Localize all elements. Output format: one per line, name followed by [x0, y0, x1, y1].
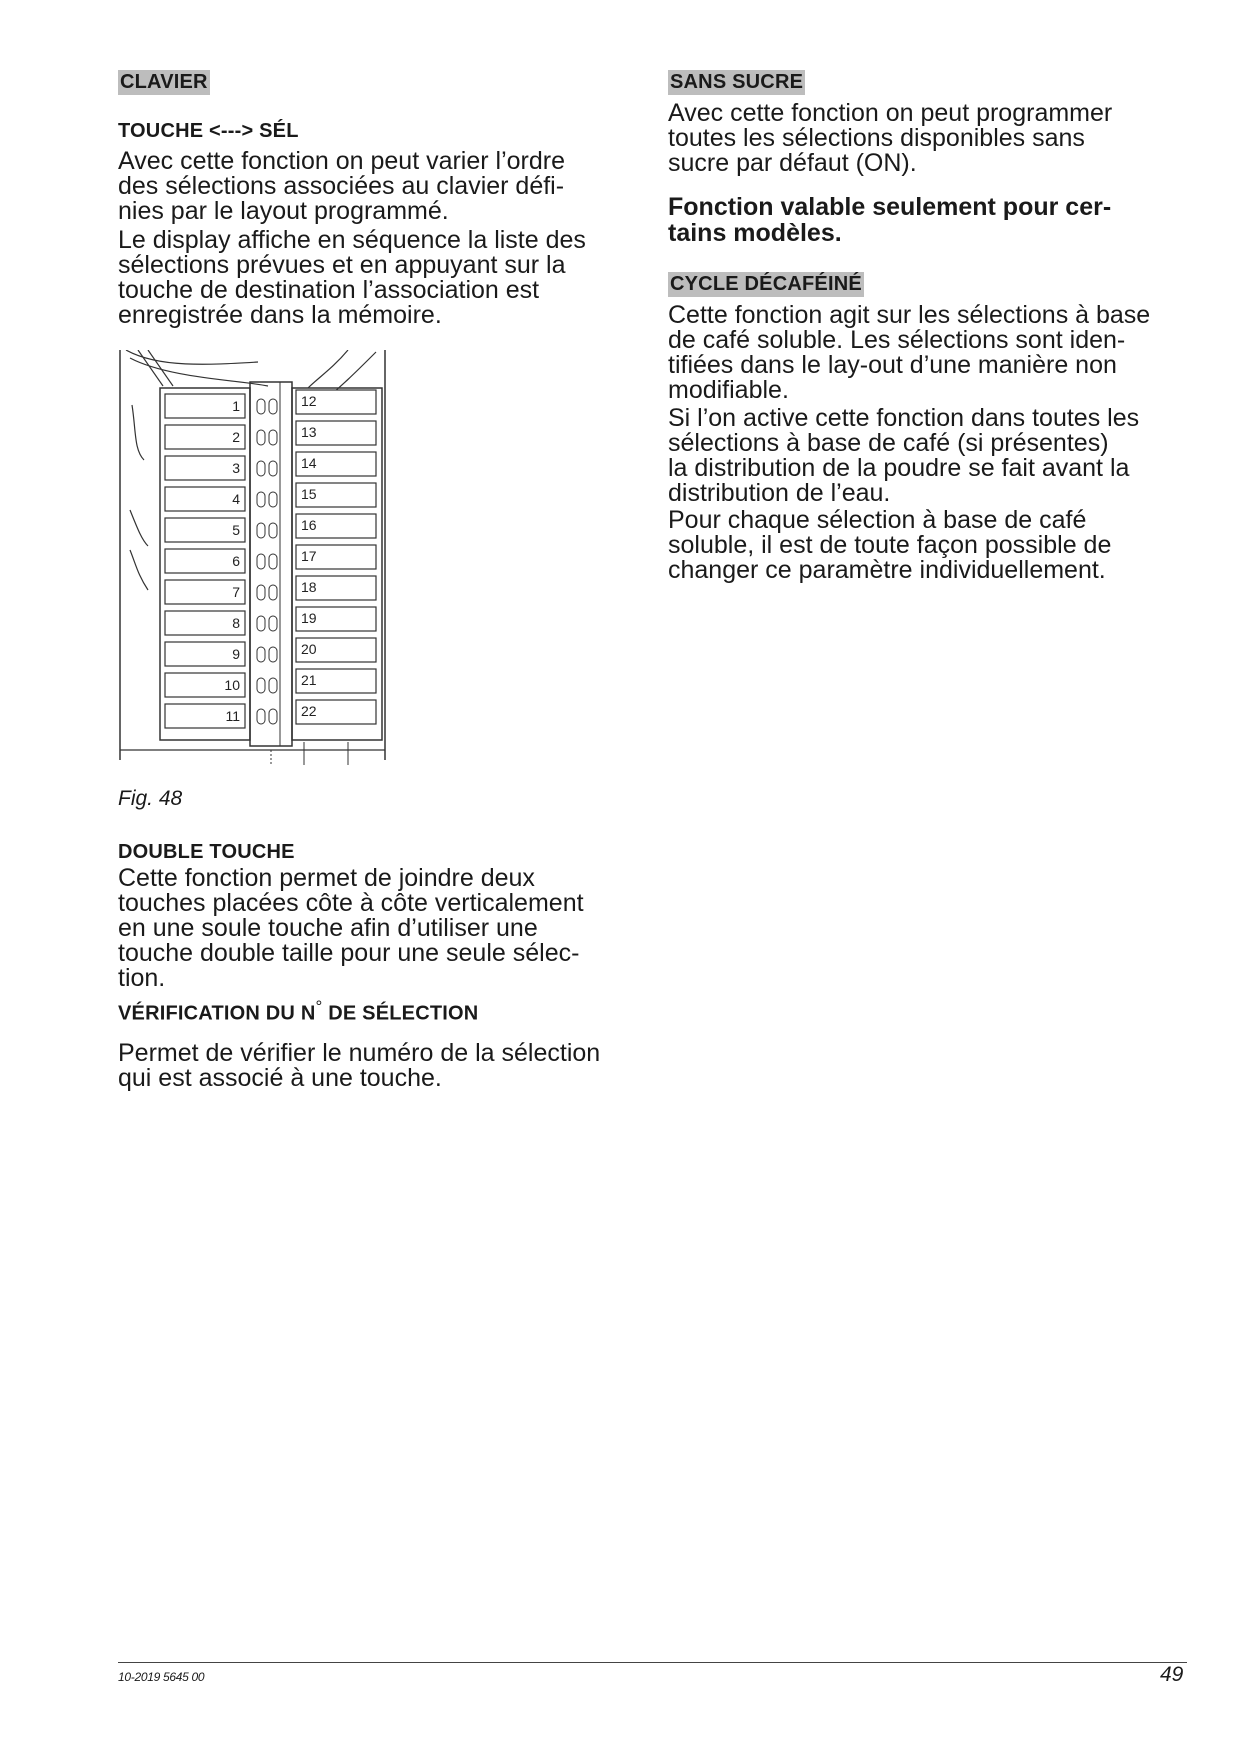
text-line: sélections prévues et en appuyant sur la	[118, 251, 566, 279]
paragraph-cycle-3	[668, 508, 1111, 583]
left-detail-c	[130, 550, 148, 590]
keypad-key-18	[296, 576, 376, 600]
keypad-key-5	[165, 518, 277, 542]
text-line: soluble, il est de toute façon possible de	[668, 531, 1112, 559]
keypad-key-7	[165, 580, 277, 604]
text-line: Permet de vérifier le numéro de la sélection	[118, 1039, 601, 1067]
keypad-key-12	[296, 390, 376, 414]
paragraph-sans-sucre	[668, 101, 1112, 176]
led-indicator	[257, 709, 265, 724]
text-line: Cette fonction permet de joindre deux	[118, 864, 535, 892]
led-indicator	[269, 647, 277, 662]
keypad-key-8	[165, 611, 277, 635]
text-line: Si l’on active cette fonction dans toutes les	[668, 404, 1140, 432]
center-display-column	[250, 382, 292, 746]
keypad-key-17	[296, 545, 376, 569]
key-number-label: 19	[301, 610, 317, 626]
page-number: 49	[1160, 1663, 1184, 1686]
led-indicator	[269, 430, 277, 445]
keypad-key-20	[296, 638, 376, 662]
text-line: toutes les sélections disponibles sans	[668, 124, 1085, 152]
keypad-key-2	[165, 425, 277, 449]
keypad-key-22	[296, 700, 376, 724]
key-number-label: 11	[225, 708, 240, 724]
led-indicator	[257, 523, 265, 538]
key-number-label: 13	[301, 424, 317, 440]
text-line: sucre par défaut (ON).	[668, 149, 917, 177]
text-line: enregistrée dans la mémoire.	[118, 301, 442, 329]
key-number-label: 20	[301, 641, 317, 657]
key-number-label: 18	[301, 579, 317, 595]
key-number-label: 22	[301, 703, 317, 719]
led-indicator	[257, 554, 265, 569]
led-indicator	[269, 709, 277, 724]
key-number-label: 4	[232, 491, 240, 507]
text-line: modifiable.	[668, 376, 789, 404]
led-indicator	[269, 616, 277, 631]
led-indicator	[257, 461, 265, 476]
text-line: nies par le layout programmé.	[118, 197, 449, 225]
text-line: Cette fonction agit sur les sélections à base	[668, 301, 1151, 329]
led-indicator	[257, 585, 265, 600]
keypad-key-21	[296, 669, 376, 693]
key-number-label: 8	[232, 615, 240, 631]
text-line: des sélections associées au clavier défi-	[118, 172, 565, 200]
key-number-label: 21	[301, 672, 317, 688]
text-line: Le display affiche en séquence la liste des	[118, 226, 586, 254]
led-indicator	[257, 399, 265, 414]
section-heading-cycle-decafeine: CYCLE DÉCAFÉINÉ	[670, 273, 862, 295]
footer-rule	[118, 1662, 1187, 1663]
text-line: Pour chaque sélection à base de café	[668, 506, 1087, 534]
text-line: qui est associé à une touche.	[118, 1064, 442, 1092]
section-heading-sans-sucre: SANS SUCRE	[670, 71, 804, 93]
led-indicator	[257, 492, 265, 507]
key-number-label: 1	[232, 398, 240, 414]
document-code: 10-2019 5645 00	[118, 1670, 205, 1684]
led-indicator	[269, 523, 277, 538]
degree-sign: °	[315, 997, 323, 1016]
led-indicator	[257, 430, 265, 445]
keypad-key-6	[165, 549, 277, 573]
led-indicator	[269, 678, 277, 693]
text-line: Fonction valable seulement pour cer-	[668, 193, 1112, 221]
keypad-key-3	[165, 456, 277, 480]
key-number-label: 14	[301, 455, 317, 471]
note-models	[668, 194, 1111, 246]
keypad-key-14	[296, 452, 376, 476]
keypad-key-4	[165, 487, 277, 511]
text-line: de café soluble. Les sélections sont iden-	[668, 326, 1126, 354]
text-line: tains modèles.	[668, 219, 842, 247]
keypad-key-15	[296, 483, 376, 507]
top-diag-b	[148, 350, 173, 386]
key-number-label: 17	[301, 548, 317, 564]
paragraph-cycle-1	[668, 303, 1150, 403]
paragraph-double-touche	[118, 866, 584, 991]
text-line: en une soule touche afin d’utiliser une	[118, 914, 538, 942]
keypad-illustration	[118, 350, 388, 765]
led-indicator	[269, 585, 277, 600]
key-number-label: 5	[232, 522, 240, 538]
led-indicator	[269, 554, 277, 569]
keypad-key-10	[165, 673, 277, 697]
keypad-key-9	[165, 642, 277, 666]
key-number-label: 10	[224, 677, 240, 693]
led-indicator	[269, 492, 277, 507]
key-number-label: 16	[301, 517, 317, 533]
keys-layer	[165, 390, 376, 728]
keypad-key-16	[296, 514, 376, 538]
key-number-label: 2	[232, 429, 240, 445]
subheading-double-touche: DOUBLE TOUCHE	[118, 841, 295, 863]
figure-keypad	[118, 350, 388, 765]
paragraph-touche-sel-1	[118, 149, 565, 224]
key-number-label: 6	[232, 553, 240, 569]
left-detail-b	[130, 510, 148, 546]
text-line: touche double taille pour une seule sélec-	[118, 939, 580, 967]
keypad-key-1	[165, 394, 277, 418]
text-line: sélections à base de café (si présentes)	[668, 429, 1109, 457]
text-line: touche de destination l’association est	[118, 276, 540, 304]
paragraph-verification	[118, 1041, 600, 1091]
led-indicator	[269, 399, 277, 414]
verification-text-b: DE SÉLECTION	[322, 1002, 479, 1025]
led-indicator	[269, 461, 277, 476]
subheading-touche-sel: TOUCHE <---> SÉL	[118, 120, 299, 142]
key-number-label: 9	[232, 646, 240, 662]
led-indicator	[257, 678, 265, 693]
keypad-key-11	[165, 704, 277, 728]
text-line: distribution de l’eau.	[668, 479, 891, 507]
left-detail-a	[132, 405, 144, 460]
top-diag-a	[138, 350, 163, 386]
text-line: Avec cette fonction on peut programmer	[668, 99, 1113, 127]
text-line: touches placées côte à côte verticalement	[118, 889, 584, 917]
figure-caption: Fig. 48	[118, 787, 183, 810]
text-line: la distribution de la poudre se fait avant la	[668, 454, 1130, 482]
key-number-label: 12	[301, 393, 317, 409]
text-line: tion.	[118, 964, 166, 992]
key-number-label: 15	[301, 486, 317, 502]
top-curve-right	[308, 350, 348, 388]
led-indicator	[257, 616, 265, 631]
text-line: tifiées dans le lay-out d’une manière non	[668, 351, 1117, 379]
paragraph-touche-sel-2	[118, 228, 586, 328]
key-number-label: 3	[232, 460, 240, 476]
led-indicator	[257, 647, 265, 662]
keypad-key-13	[296, 421, 376, 445]
text-line: Avec cette fonction on peut varier l’ordre	[118, 147, 566, 175]
keypad-key-19	[296, 607, 376, 631]
key-number-label: 7	[232, 584, 240, 600]
text-line: changer ce paramètre individuellement.	[668, 556, 1106, 584]
paragraph-cycle-2	[668, 406, 1139, 506]
section-heading-clavier: CLAVIER	[120, 71, 208, 93]
subheading-verification	[118, 997, 478, 1026]
verification-text-a: VÉRIFICATION DU N	[118, 1002, 316, 1025]
